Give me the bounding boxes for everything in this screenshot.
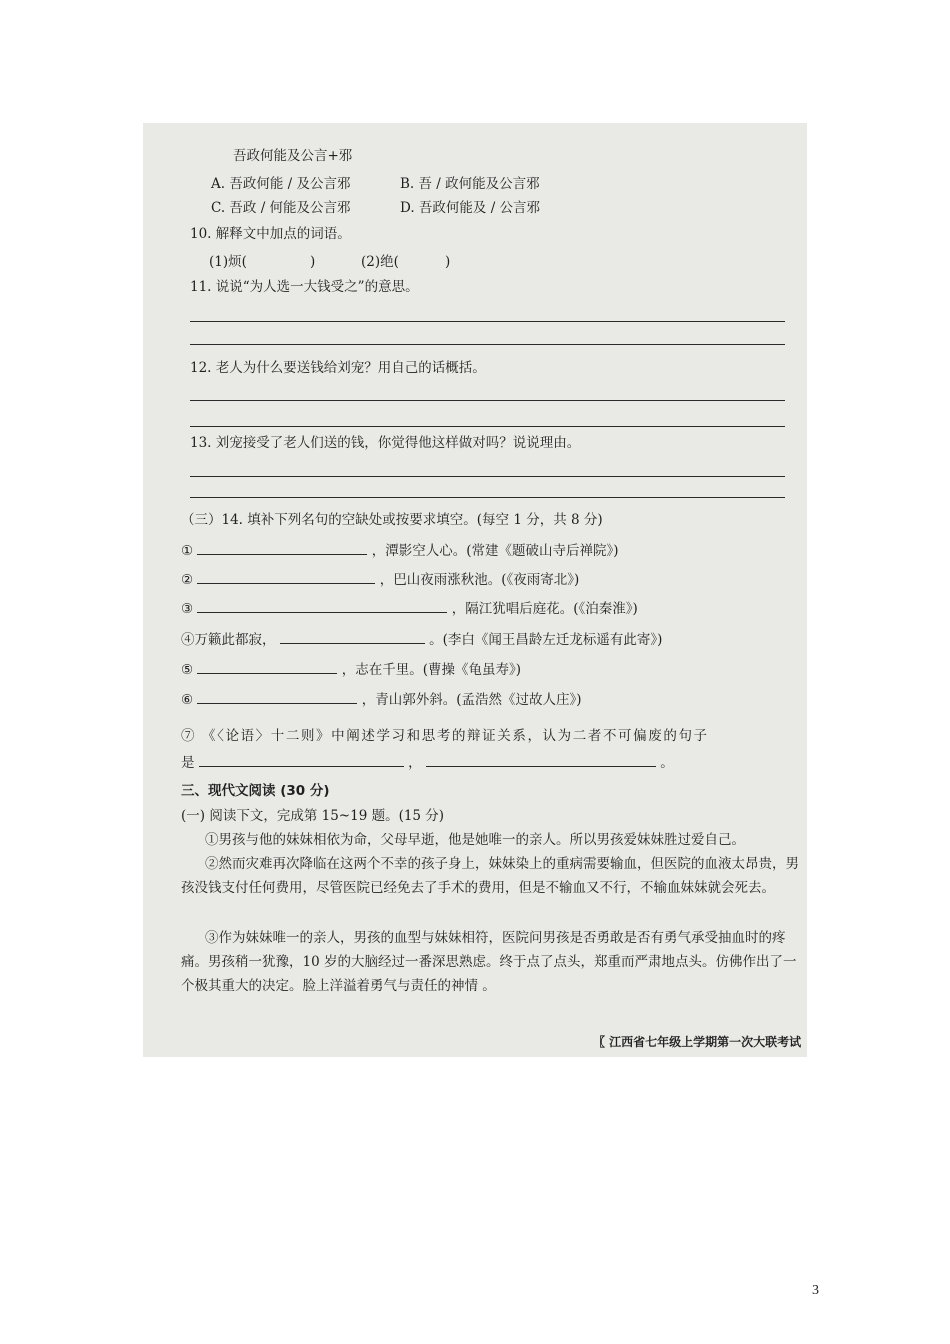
q10-item-1: (1)烦( [209, 254, 247, 270]
q14-item-1 [181, 541, 619, 560]
fill-blank [197, 690, 357, 704]
item-text: ，潭影空人心。(常建《题破山寺后禅院》) [371, 543, 619, 559]
answer-line [190, 321, 785, 322]
item-prefix: 是 [181, 755, 195, 771]
item-text: ，青山郭外斜。(孟浩然《过故人庄》) [361, 692, 582, 708]
item-number: ② [181, 572, 194, 588]
item-separator: ， [408, 755, 422, 771]
item-number: ④万籁此都寂， [181, 632, 276, 648]
item-number: ⑥ [181, 692, 194, 708]
q14-item-5 [181, 660, 521, 679]
q14-item-7-answer [181, 753, 674, 772]
scanned-exam-page [143, 123, 807, 1057]
passage-paragraph-3: ③作为妹妹唯一的亲人，男孩的血型与妹妹相符，医院问男孩是否勇敢是否有勇气承受抽血时的疼痛。男孩稍一犹豫，10 岁的大脑经过一番深思熟虑。终于点了点头，郑重而严肃地点头。仿佛作出了一个极其重大的决定。脸上洋溢着勇气与责任的神情 。 [181, 930, 797, 994]
q10-item-2: (2)绝( [361, 254, 399, 270]
item-text: ，志在千里。(曹操《龟虽寿》) [341, 662, 521, 678]
passage-paragraph-1: ①男孩与他的妹妹相依为命，父母早逝，他是她唯一的亲人。所以男孩爱妹妹胜过爱自己。 [205, 832, 745, 848]
section-3-title: 三、现代文阅读 (30 分) [181, 783, 330, 799]
q12-stem: 12. 老人为什么要送钱给刘宠？用自己的话概括。 [190, 360, 486, 376]
q13-stem: 13. 刘宠接受了老人们送的钱，你觉得他这样做对吗？说说理由。 [190, 435, 581, 451]
page-number: 3 [812, 1283, 819, 1298]
q14-item-7: ⑦ 《〈论语〉十二则》中阐述学习和思考的辩证关系，认为二者不可偏废的句子 [181, 728, 709, 744]
q10-item-1-close: ) [310, 254, 316, 270]
exam-footer: 〖 江西省七年级上学期第一次大联考试 [593, 1035, 802, 1049]
q9-option-d: D. 吾政何能及 / 公言邪 [400, 200, 541, 216]
fill-blank [199, 753, 404, 767]
fill-blank [426, 753, 656, 767]
q14-item-6 [181, 690, 582, 709]
fill-blank [197, 599, 447, 613]
item-text: ，隔江犹唱后庭花。(《泊秦淮》) [451, 601, 638, 617]
item-text: 。(李白《闻王昌龄左迁龙标遥有此寄》) [429, 632, 663, 648]
q10-item-2-close: ) [445, 254, 451, 270]
passage-paragraph-2: ②然而灾难再次降临在这两个不幸的孩子身上，妹妹染上的重病需要输血，但医院的血液太昂贵，男孩没钱支付任何费用，尽管医院已经免去了手术的费用，但是不输血又不行，不输血妹妹就会死去。 [181, 856, 799, 896]
item-number: ③ [181, 601, 194, 617]
q9-option-c: C. 吾政 / 何能及公言邪 [211, 200, 351, 216]
q14-item-3 [181, 599, 638, 618]
fill-blank [197, 541, 367, 555]
q9-option-a: A. 吾政何能 / 及公言邪 [211, 176, 351, 192]
bleed-through-texture [517, 123, 807, 1057]
answer-line [190, 476, 785, 477]
answer-line [190, 497, 785, 498]
item-number: ⑤ [181, 662, 194, 678]
q11-stem: 11. 说说“为人选一大钱受之”的意思。 [190, 279, 419, 295]
answer-line [190, 400, 785, 401]
q14-item-2 [181, 570, 579, 589]
item-text: ，巴山夜雨涨秋池。(《夜雨寄北》) [379, 572, 580, 588]
item-number: ① [181, 543, 194, 559]
q14-item-4 [181, 630, 662, 649]
q9-sentence: 吾政何能及公言+邪 [233, 148, 353, 164]
fill-blank [197, 660, 337, 674]
q9-option-b: B. 吾 / 政何能及公言邪 [400, 176, 540, 192]
q14-stem: （三）14. 填补下列名句的空缺处或按要求填空。(每空 1 分，共 8 分) [181, 512, 603, 528]
fill-blank [280, 630, 425, 644]
q10-stem: 10. 解释文中加点的词语。 [190, 226, 351, 242]
answer-line [190, 426, 785, 427]
section-3-subtitle: (一) 阅读下文，完成第 15~19 题。(15 分) [181, 808, 445, 824]
item-end: 。 [660, 755, 674, 771]
fill-blank [197, 570, 375, 584]
answer-line [190, 344, 785, 345]
